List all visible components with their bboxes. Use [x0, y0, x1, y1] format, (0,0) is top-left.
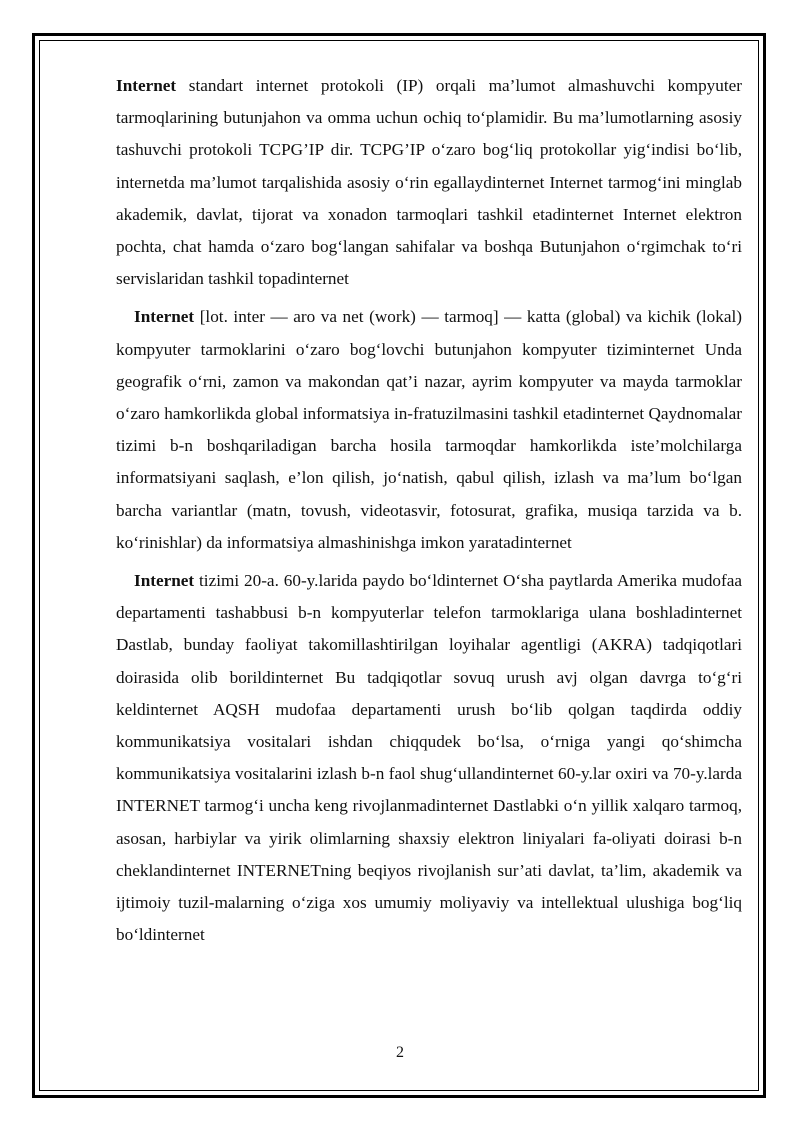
paragraph-2-text: [lot. inter — aro va net (work) — tarmoq] — katta (global) va kichik (lokal) kompyuter tarmoklarini o‘zaro bog‘lovchi butunjahon kompyuter tiziminternet Unda geografik o‘rni, zamon va makondan qat’i nazar, ayrim kompyuter va mayda tarmoklar o‘zaro hamkorlikda global informatsiya in-fratuzilmasini tashkil etadinternet Qaydnomalar tizimi b-n boshqariladigan barcha hosila tarmoqdar hamkorlikda iste’molchilarga informatsiyani saqlash, e’lon qilish, jo‘natish, qabul qilish, izlash va ma’lum bo‘lgan barcha variantlar (matn, tovush, videotasvir, fotosurat, grafika, musiqa tarzida va b. ko‘rinishlar) da informatsiya almashinishga imkon yaratadinternet	[116, 307, 742, 552]
paragraph-2-term: Internet	[134, 307, 195, 327]
paragraph-3	[116, 565, 742, 951]
page-number: 2	[396, 1044, 404, 1061]
paragraph-1	[116, 70, 742, 295]
paragraph-1-term: Internet	[116, 76, 177, 95]
paragraph-3-text: tizimi 20-a. 60-y.larida paydo bo‘ldinternet O‘sha paytlarda Amerika mudofaa departamenti tashabbusi b-n kompyuterlar telefon tarmoklariga ulana boshladinternet Dastlab, bunday faoliyat takomillashtirilgan loyihalar agentligi (AKRA) tadqiqotlari doirasida olib borildinternet Bu tadqiqotlar sovuq urush avj olgan davrga to‘g‘ri keldinternet AQSH mudofaa departamenti urush bo‘lib qolgan taqdirda oddiy kommunikatsiya vositalari ishdan chiqqudek bo‘lsa, o‘rniga yangi qo‘shimcha kommunikatsiya vositalarini izlash b-n faol shug‘ullandinternet 60-y.lar oxiri va 70-y.larda INTERNET tarmog‘i uncha keng rivojlanmadinternet Dastlabki o‘n yillik xalqaro tarmoq, asosan, harbiylar va yirik olimlarning shaxsiy elektron liniyalari fa-oliyati doirasi b-n cheklandinternet INTERNETning beqiyos rivojlanish sur’ati davlat, ta’lim, akademik va ijtimoiy tuzil-malarning o‘ziga xos umumiy moliyaviy va intellektual ulushiga bog‘liq bo‘ldinternet	[116, 571, 742, 945]
paragraph-3-term: Internet	[134, 571, 195, 591]
paragraph-1-text: standart internet protokoli (IP) orqali ma’lumot almashuvchi kompyuter tarmoqlarining butunjahon va omma uchun ochiq to‘plamidir. Bu ma’lumotlarning asosiy tashuvchi protokoli TCPG’IP dir. TCPG’IP o‘zaro bog‘liq protokollar yig‘indisi bo‘lib, internetda ma’lumot tarqalishida asosiy o‘rin egallaydinternet Internet tarmog‘ini minglab akademik, davlat, tijorat va xonadon tarmoqlari tashkil etadinternet Internet elektron pochta, chat hamda o‘zaro bog‘langan sahifalar va boshqa Butunjahon o‘rgimchak to‘ri servislaridan tashkil topadinternet	[116, 76, 742, 289]
document-body	[116, 70, 742, 957]
paragraph-2	[116, 301, 742, 559]
